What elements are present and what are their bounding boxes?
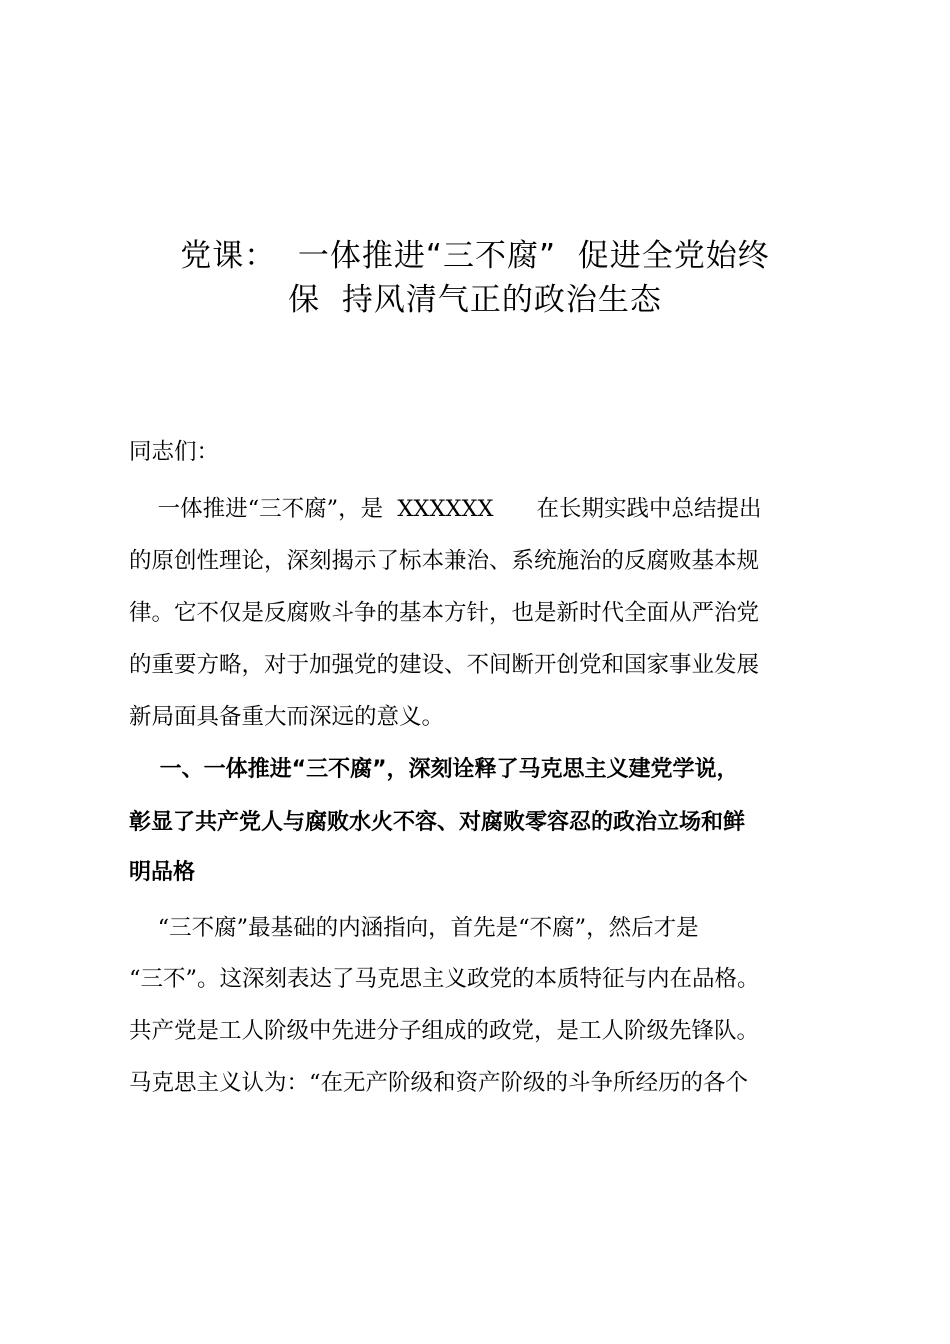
section-heading-line: 彰显了共产党人与腐败水火不容、对腐败零容忍的政治立场和鲜 [129,810,746,835]
document-title-line-1: 党课： 一体推进“三不腐” 促进全党始终 [180,238,770,274]
paragraph-2-line: 共产党是工人阶级中先进分子组成的政党，是工人阶级先锋队。 [129,1018,760,1044]
section-heading-line: 一、一体推进“三不腐”，深刻诠释了马克思主义建党学说， [129,757,739,782]
paragraph-1-line: 律。它不仅是反腐败斗争的基本方针，也是新时代全面从严治党 [129,600,760,626]
document-title-line-2: 保 持风清气正的政治生态 [288,282,662,318]
section-heading-line: 明品格 [129,860,196,885]
salutation: 同志们： [129,439,220,465]
paragraph-1-line: 新局面具备重大而深远的意义。 [129,704,445,730]
paragraph-1-line: 的重要方略，对于加强党的建设、不间断开创党和国家事业发展 [129,652,760,678]
paragraph-1-line: 一体推进“三不腐”，是 XXXXXX 在长期实践中总结提出 [129,496,762,522]
paragraph-2-line: 马克思主义认为：“在无产阶级和资产阶级的斗争所经历的各个 [129,1070,749,1096]
paragraph-1-line: 的原创性理论，深刻揭示了标本兼治、系统施治的反腐败基本规 [129,548,760,574]
paragraph-2-line: “三不腐”最基础的内涵指向，首先是“不腐”，然后才是 [129,915,699,941]
paragraph-2-line: “三不”。这深刻表达了马克思主义政党的本质特征与内在品格。 [129,966,760,992]
